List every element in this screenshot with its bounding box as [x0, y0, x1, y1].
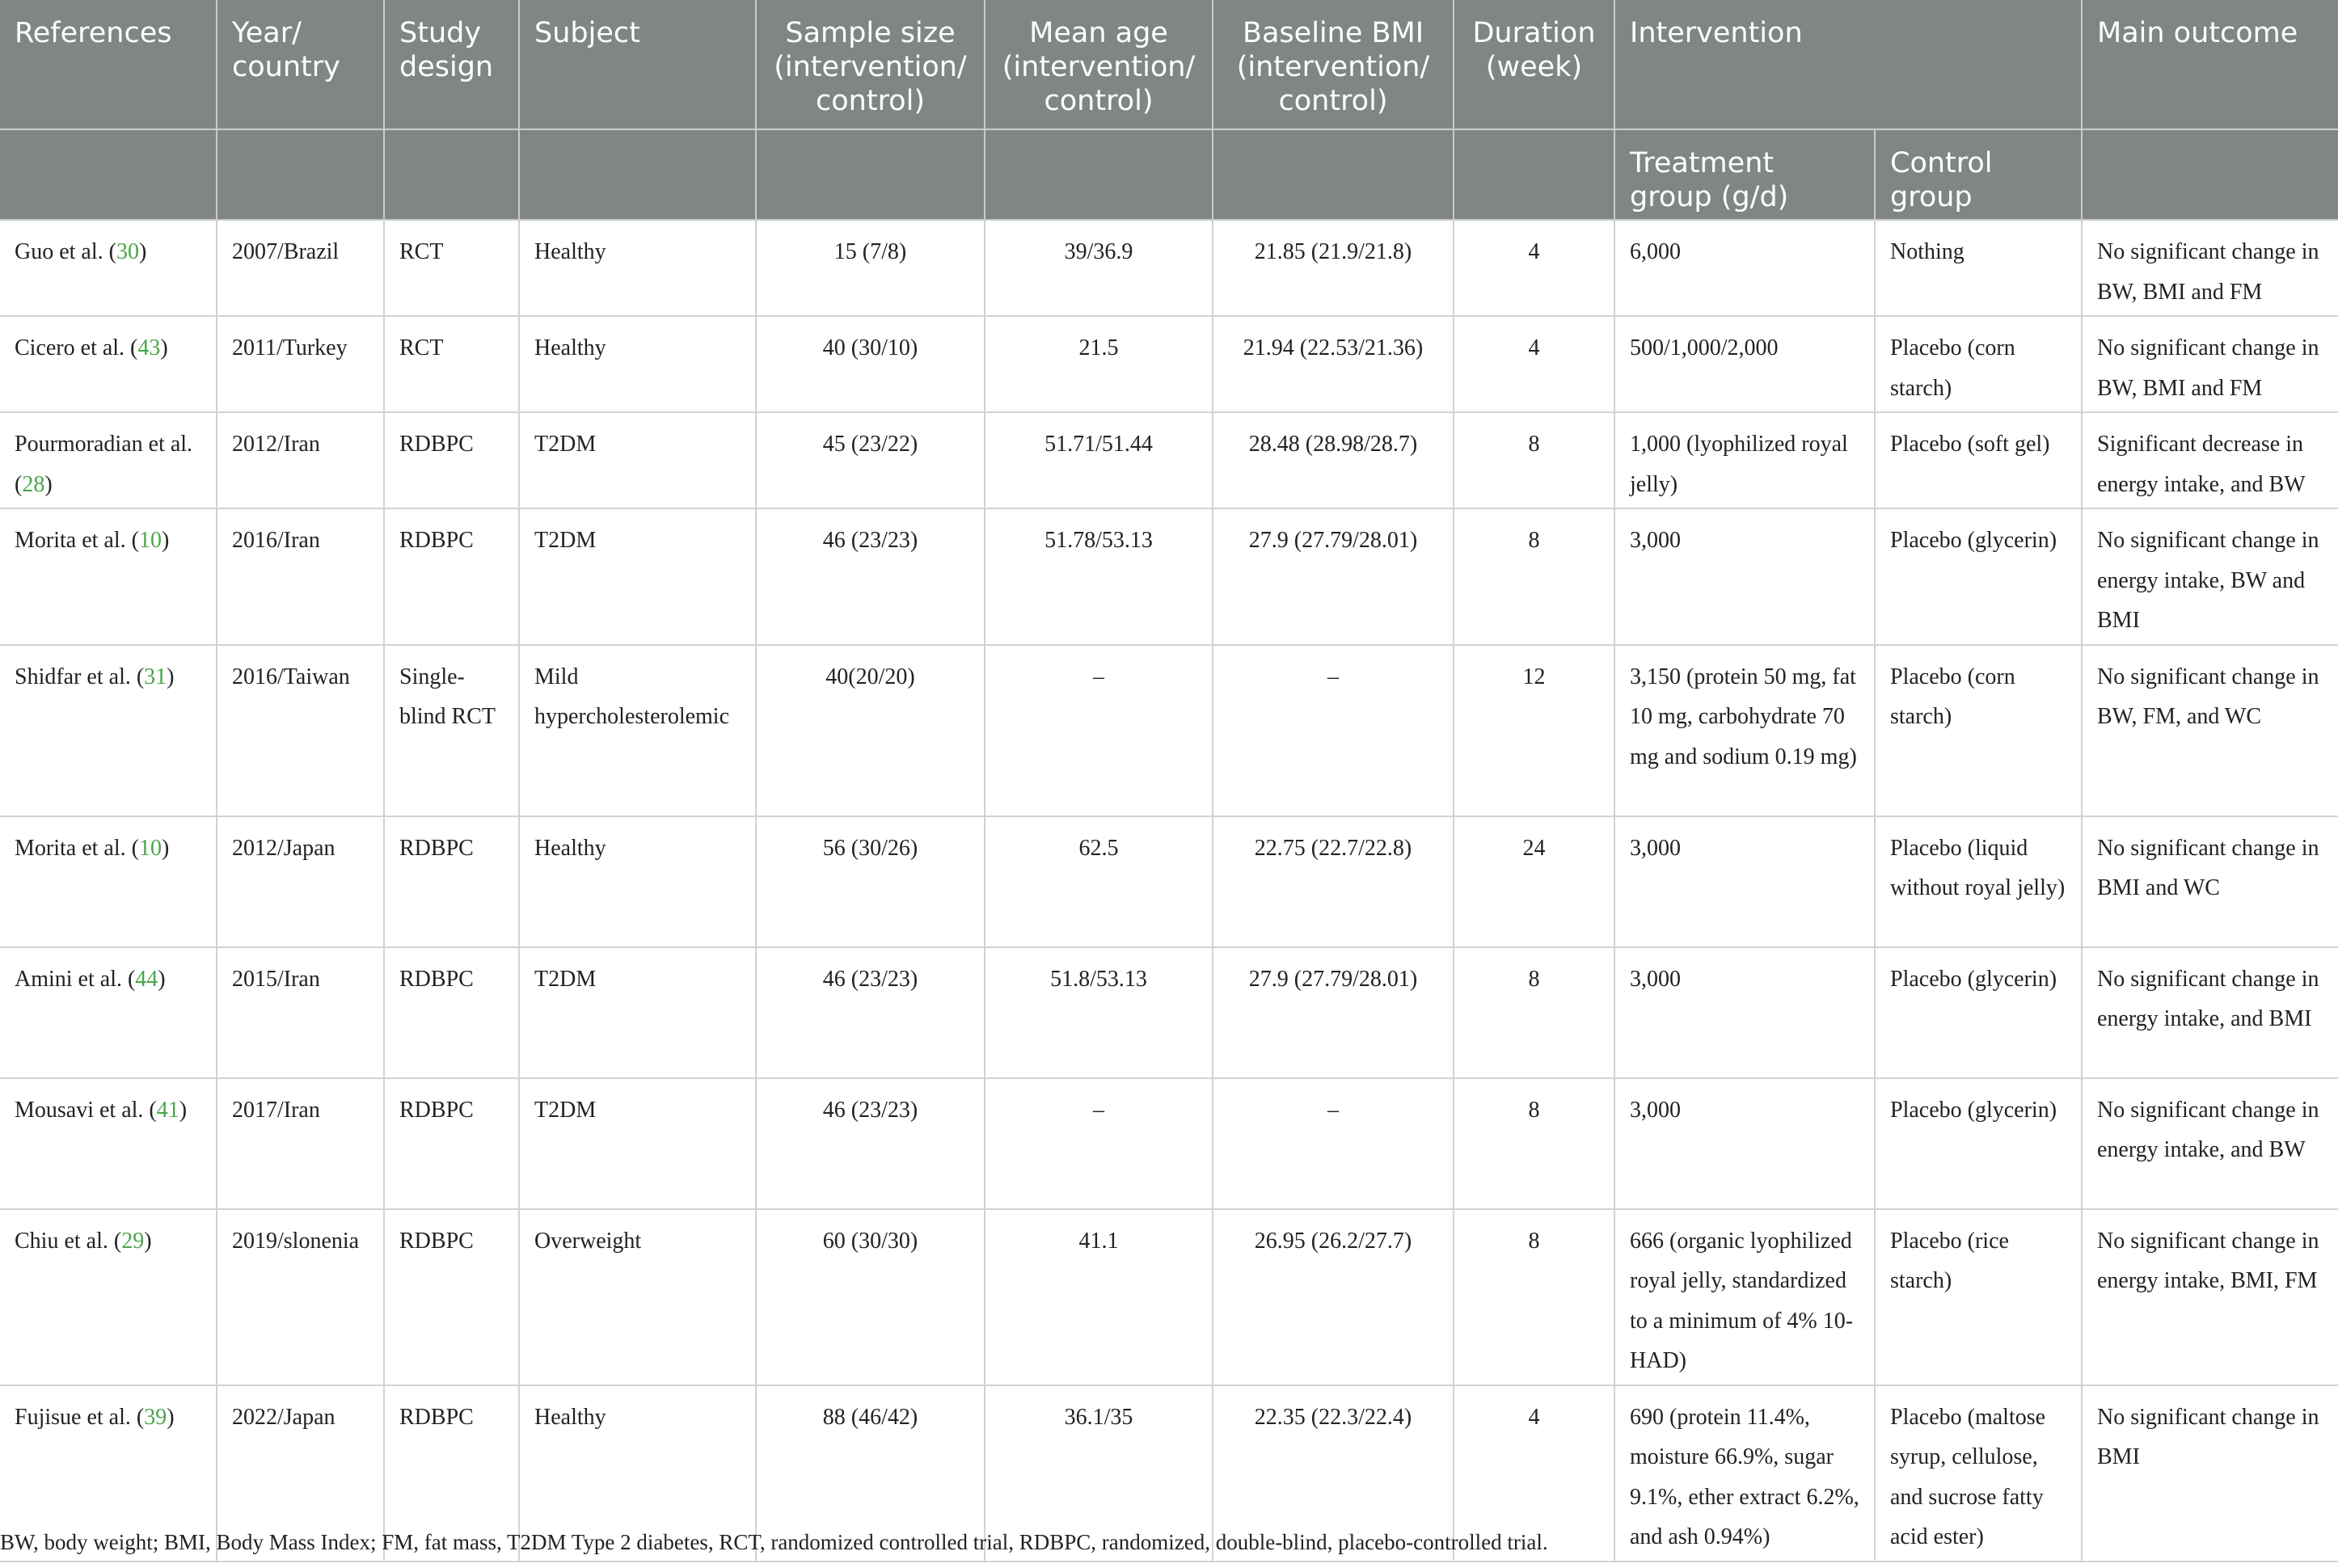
- cell-subject: Healthy: [519, 220, 756, 316]
- cell-treatment: 500/1,000/2,000: [1614, 316, 1875, 412]
- cell-subject: Healthy: [519, 816, 756, 947]
- cell-mean-age: 51.78/53.13: [985, 508, 1213, 645]
- cell-reference: [0, 1209, 217, 1385]
- cell-sample-size: 40(20/20): [756, 645, 985, 816]
- cell-reference: [0, 316, 217, 412]
- cell-treatment: 3,000: [1614, 816, 1875, 947]
- header-blank: [0, 129, 217, 220]
- cell-study-design: RCT: [384, 220, 519, 316]
- header-subject: Subject: [519, 0, 756, 129]
- cell-outcome: No significant change in BW, FM, and WC: [2082, 645, 2338, 816]
- reference-close: ): [138, 239, 147, 264]
- cell-reference: [0, 412, 217, 508]
- cell-treatment: 6,000: [1614, 220, 1875, 316]
- header-blank: [217, 129, 384, 220]
- cell-outcome: No significant change in BW, BMI and FM: [2082, 220, 2338, 316]
- reference-number[interactable]: 28: [22, 471, 45, 497]
- cell-outcome: No significant change in energy intake, BW and BMI: [2082, 508, 2338, 645]
- cell-subject: Healthy: [519, 316, 756, 412]
- cell-duration: 4: [1454, 316, 1614, 412]
- reference-close: ): [160, 335, 168, 360]
- cell-mean-age: 51.8/53.13: [985, 947, 1213, 1078]
- cell-year-country: 2022/Japan: [217, 1385, 384, 1562]
- table-row: [0, 508, 2338, 645]
- cell-control: Placebo (glycerin): [1875, 947, 2082, 1078]
- cell-mean-age: 21.5: [985, 316, 1213, 412]
- cell-reference: [0, 1078, 217, 1209]
- cell-sample-size: 15 (7/8): [756, 220, 985, 316]
- cell-study-design: RCT: [384, 316, 519, 412]
- cell-outcome: No significant change in energy intake, and BMI: [2082, 947, 2338, 1078]
- cell-baseline-bmi: 22.35 (22.3/22.4): [1213, 1385, 1454, 1562]
- cell-treatment: 3,150 (protein 50 mg, fat 10 mg, carbohydrate 70 mg and sodium 0.19 mg): [1614, 645, 1875, 816]
- cell-study-design: RDBPC: [384, 1078, 519, 1209]
- reference-close: ): [161, 835, 170, 861]
- cell-subject: Healthy: [519, 1385, 756, 1562]
- cell-mean-age: 39/36.9: [985, 220, 1213, 316]
- header-control-group: Control group: [1875, 129, 2082, 220]
- cell-year-country: 2011/Turkey: [217, 316, 384, 412]
- reference-close: ): [161, 528, 170, 553]
- cell-baseline-bmi: 27.9 (27.79/28.01): [1213, 508, 1454, 645]
- reference-number[interactable]: 44: [135, 966, 158, 992]
- header-blank: [1454, 129, 1614, 220]
- header-blank: [519, 129, 756, 220]
- cell-mean-age: 41.1: [985, 1209, 1213, 1385]
- reference-number[interactable]: 29: [121, 1228, 145, 1254]
- cell-year-country: 2012/Japan: [217, 816, 384, 947]
- cell-study-design: RDBPC: [384, 947, 519, 1078]
- cell-subject: T2DM: [519, 1078, 756, 1209]
- cell-baseline-bmi: 22.75 (22.7/22.8): [1213, 816, 1454, 947]
- reference-close: ): [167, 664, 175, 689]
- cell-control: Placebo (glycerin): [1875, 1078, 2082, 1209]
- cell-sample-size: 46 (23/23): [756, 508, 985, 645]
- cell-year-country: 2019/slonenia: [217, 1209, 384, 1385]
- header-blank: [985, 129, 1213, 220]
- cell-duration: 4: [1454, 1385, 1614, 1562]
- table-row: [0, 645, 2338, 816]
- cell-sample-size: 40 (30/10): [756, 316, 985, 412]
- reference-author: Pourmoradian et al. (: [15, 432, 193, 497]
- cell-treatment: 690 (protein 11.4%, moisture 66.9%, sugar 9.1%, ether extract 6.2%, and ash 0.94%): [1614, 1385, 1875, 1562]
- cell-subject: T2DM: [519, 947, 756, 1078]
- reference-number[interactable]: 30: [116, 239, 139, 264]
- reference-number[interactable]: 10: [138, 528, 162, 553]
- reference-close: ): [167, 1404, 175, 1430]
- cell-duration: 8: [1454, 1209, 1614, 1385]
- cell-study-design: RDBPC: [384, 1385, 519, 1562]
- cell-mean-age: –: [985, 1078, 1213, 1209]
- cell-outcome: Significant decrease in energy intake, and BW: [2082, 412, 2338, 508]
- cell-duration: 8: [1454, 1078, 1614, 1209]
- cell-control: Placebo (corn starch): [1875, 645, 2082, 816]
- table-row: [0, 816, 2338, 947]
- reference-number[interactable]: 39: [144, 1404, 167, 1430]
- cell-duration: 8: [1454, 412, 1614, 508]
- cell-year-country: 2015/Iran: [217, 947, 384, 1078]
- cell-mean-age: 36.1/35: [985, 1385, 1213, 1562]
- cell-treatment: 1,000 (lyophilized royal jelly): [1614, 412, 1875, 508]
- header-treatment-group: Treatment group (g/d): [1614, 129, 1875, 220]
- header-blank: [756, 129, 985, 220]
- header-baseline-bmi: Baseline BMI (intervention/ control): [1213, 0, 1454, 129]
- cell-outcome: No significant change in energy intake, BMI, FM: [2082, 1209, 2338, 1385]
- header-mean-age: Mean age (intervention/ control): [985, 0, 1213, 129]
- cell-mean-age: –: [985, 645, 1213, 816]
- cell-duration: 12: [1454, 645, 1614, 816]
- cell-control: Placebo (corn starch): [1875, 316, 2082, 412]
- reference-author: Fujisue et al. (: [15, 1404, 145, 1430]
- reference-close: ): [179, 1097, 188, 1123]
- table-body: [0, 220, 2338, 1562]
- cell-study-design: RDBPC: [384, 508, 519, 645]
- cell-control: Placebo (rice starch): [1875, 1209, 2082, 1385]
- cell-baseline-bmi: –: [1213, 645, 1454, 816]
- cell-baseline-bmi: 26.95 (26.2/27.7): [1213, 1209, 1454, 1385]
- cell-study-design: RDBPC: [384, 412, 519, 508]
- cell-year-country: 2012/Iran: [217, 412, 384, 508]
- reference-close: ): [44, 471, 53, 497]
- header-duration: Duration (week): [1454, 0, 1614, 129]
- cell-sample-size: 46 (23/23): [756, 947, 985, 1078]
- cell-outcome: No significant change in BMI and WC: [2082, 816, 2338, 947]
- cell-baseline-bmi: 21.94 (22.53/21.36): [1213, 316, 1454, 412]
- cell-year-country: 2016/Iran: [217, 508, 384, 645]
- cell-baseline-bmi: 21.85 (21.9/21.8): [1213, 220, 1454, 316]
- header-sample-size: Sample size (intervention/ control): [756, 0, 985, 129]
- cell-treatment: 3,000: [1614, 508, 1875, 645]
- table-row: [0, 1078, 2338, 1209]
- header-intervention: Intervention: [1614, 0, 2082, 129]
- cell-sample-size: 45 (23/22): [756, 412, 985, 508]
- reference-author: Shidfar et al. (: [15, 664, 145, 689]
- cell-outcome: No significant change in energy intake, and BW: [2082, 1078, 2338, 1209]
- table-row: [0, 1209, 2338, 1385]
- cell-year-country: 2007/Brazil: [217, 220, 384, 316]
- cell-sample-size: 56 (30/26): [756, 816, 985, 947]
- cell-subject: Overweight: [519, 1209, 756, 1385]
- reference-number[interactable]: 31: [144, 664, 167, 689]
- cell-mean-age: 51.71/51.44: [985, 412, 1213, 508]
- cell-treatment: 666 (organic lyophilized royal jelly, standardized to a minimum of 4% 10-HAD): [1614, 1209, 1875, 1385]
- reference-author: Morita et al. (: [15, 835, 139, 861]
- cell-sample-size: 60 (30/30): [756, 1209, 985, 1385]
- cell-reference: [0, 220, 217, 316]
- table-row: [0, 316, 2338, 412]
- cell-year-country: 2017/Iran: [217, 1078, 384, 1209]
- cell-control: Nothing: [1875, 220, 2082, 316]
- table-row: [0, 220, 2338, 316]
- cell-mean-age: 62.5: [985, 816, 1213, 947]
- cell-reference: [0, 645, 217, 816]
- reference-close: ): [158, 966, 166, 992]
- cell-duration: 8: [1454, 508, 1614, 645]
- cell-baseline-bmi: 28.48 (28.98/28.7): [1213, 412, 1454, 508]
- reference-author: Amini et al. (: [15, 966, 136, 992]
- reference-author: Guo et al. (: [15, 239, 116, 264]
- reference-number[interactable]: 10: [138, 835, 162, 861]
- cell-sample-size: 46 (23/23): [756, 1078, 985, 1209]
- table-footnote: BW, body weight; BMI, Body Mass Index; FM, fat mass, T2DM Type 2 diabetes, RCT, randomized controlled trial, RDBPC, randomized, double-blind, placebo-controlled trial.: [0, 1530, 1548, 1554]
- cell-duration: 4: [1454, 220, 1614, 316]
- header-main-outcome: Main outcome: [2082, 0, 2338, 129]
- cell-duration: 24: [1454, 816, 1614, 947]
- cell-subject: Mild hypercholesterolemic: [519, 645, 756, 816]
- cell-outcome: No significant change in BW, BMI and FM: [2082, 316, 2338, 412]
- cell-study-design: RDBPC: [384, 816, 519, 947]
- cell-control: Placebo (glycerin): [1875, 508, 2082, 645]
- header-year-country: Year/ country: [217, 0, 384, 129]
- cell-control: Placebo (liquid without royal jelly): [1875, 816, 2082, 947]
- cell-sample-size: 88 (46/42): [756, 1385, 985, 1562]
- header-study-design: Study design: [384, 0, 519, 129]
- cell-baseline-bmi: 27.9 (27.79/28.01): [1213, 947, 1454, 1078]
- reference-author: Morita et al. (: [15, 528, 139, 553]
- table-row: [0, 947, 2338, 1078]
- reference-close: ): [144, 1228, 152, 1254]
- cell-control: Placebo (soft gel): [1875, 412, 2082, 508]
- cell-baseline-bmi: –: [1213, 1078, 1454, 1209]
- header-blank: [1213, 129, 1454, 220]
- cell-outcome: No significant change in BMI: [2082, 1385, 2338, 1562]
- cell-study-design: RDBPC: [384, 1209, 519, 1385]
- reference-number[interactable]: 43: [137, 335, 161, 360]
- cell-reference: [0, 816, 217, 947]
- cell-subject: T2DM: [519, 508, 756, 645]
- header-blank: [384, 129, 519, 220]
- header-references: References: [0, 0, 217, 129]
- table-row: [0, 412, 2338, 508]
- cell-year-country: 2016/Taiwan: [217, 645, 384, 816]
- cell-subject: T2DM: [519, 412, 756, 508]
- cell-treatment: 3,000: [1614, 947, 1875, 1078]
- reference-number[interactable]: 41: [156, 1097, 179, 1123]
- cell-duration: 8: [1454, 947, 1614, 1078]
- cell-treatment: 3,000: [1614, 1078, 1875, 1209]
- cell-study-design: Single-blind RCT: [384, 645, 519, 816]
- cell-control: Placebo (maltose syrup, cellulose, and sucrose fatty acid ester): [1875, 1385, 2082, 1562]
- reference-author: Chiu et al. (: [15, 1228, 122, 1254]
- reference-author: Mousavi et al. (: [15, 1097, 157, 1123]
- cell-reference: [0, 947, 217, 1078]
- cell-reference: [0, 508, 217, 645]
- reference-author: Cicero et al. (: [15, 335, 138, 360]
- header-blank: [2082, 129, 2338, 220]
